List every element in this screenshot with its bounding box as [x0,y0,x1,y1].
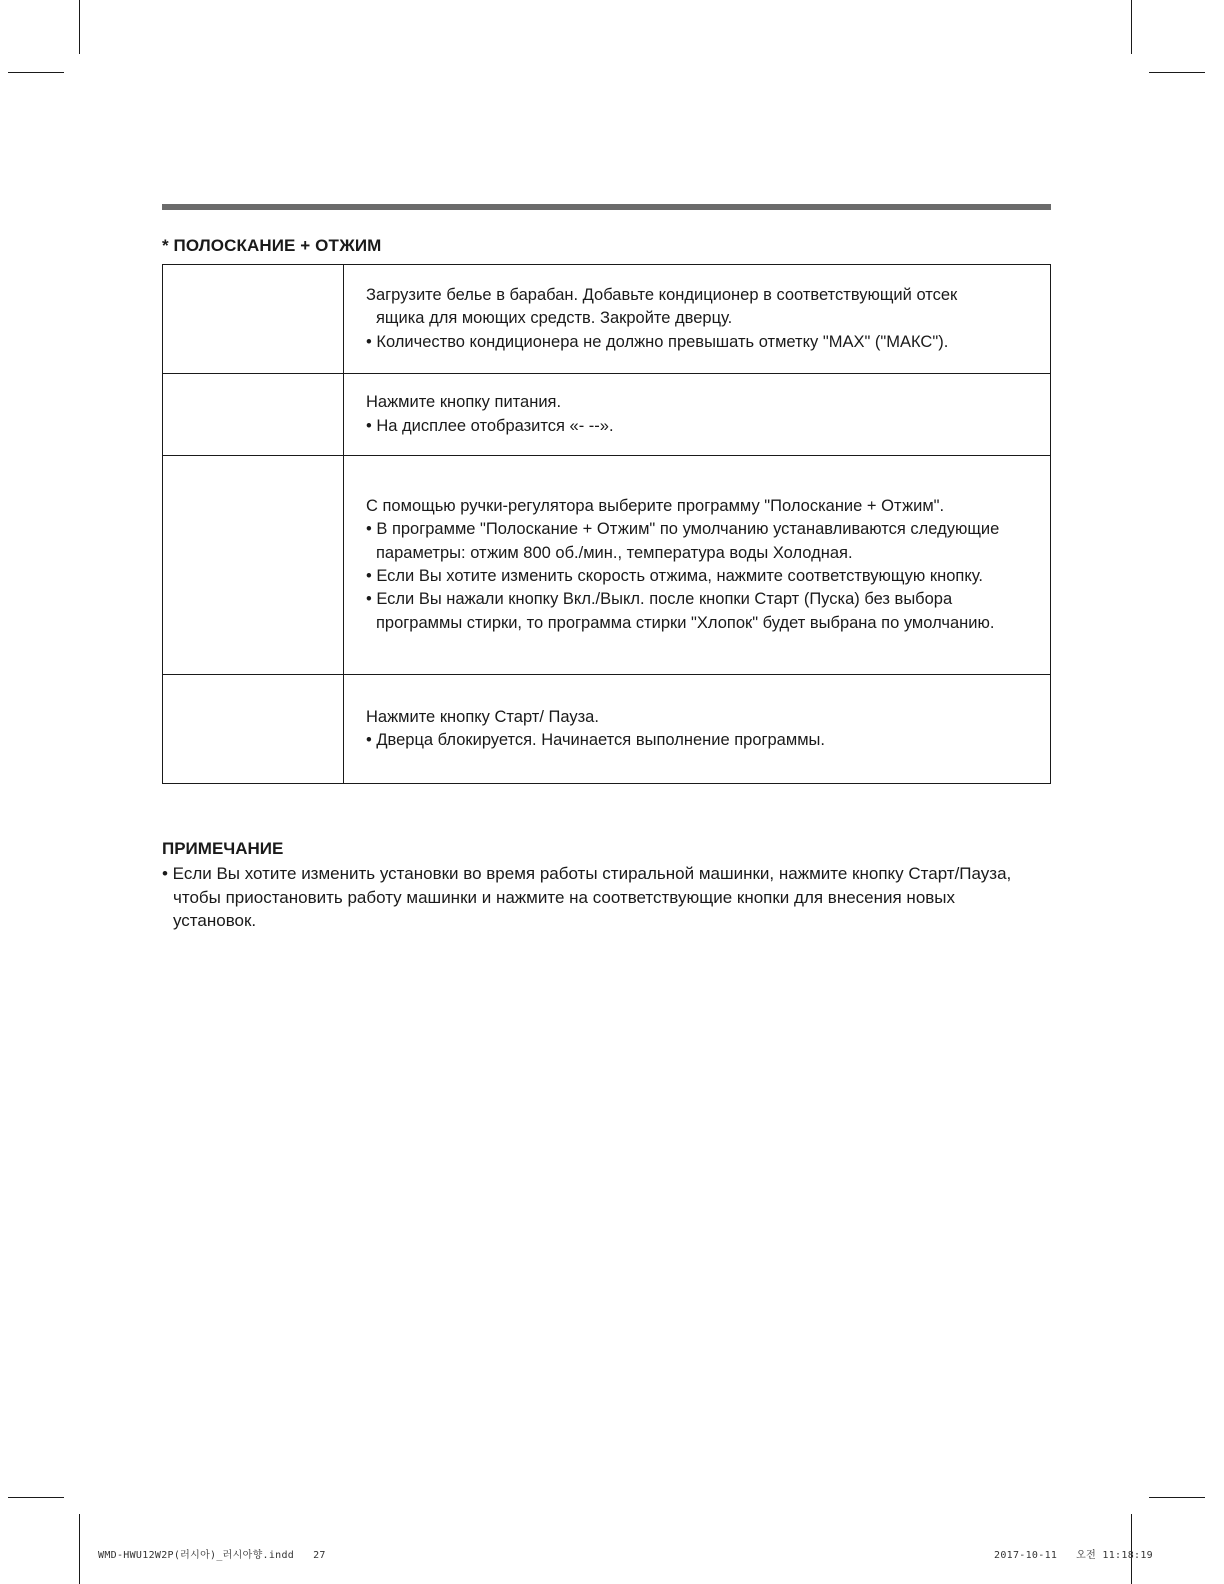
crop-mark [1149,1497,1205,1498]
step-instruction: С помощью ручки-регулятора выберите программу "Полоскание + Отжим". [366,497,945,516]
step-instruction: Нажмите кнопку Старт/ Пауза. [366,707,599,726]
step-bullet: • В программе "Полоскание + Отжим" по умолчанию устанавливаются следующие параметры: отжим 800 об./мин., температура воды Холодная. [366,520,1000,562]
table-row [163,265,1051,374]
step-image-cell [163,374,344,456]
step-bullet: • Если Вы нажали кнопку Вкл./Выкл. после кнопки Старт (Пуска) без выбора программы стирки, то программа стирки "Хлопок" будет выбрана по умолчанию. [366,590,995,632]
crop-mark [1131,0,1132,54]
step-bullet: • На дисплее отобразится «- --». [366,416,614,435]
crop-mark [8,72,64,73]
step-image-cell [163,675,344,784]
crop-mark [8,1497,64,1498]
footer-timestamp: 2017-10-11 오전 11:18:19 [994,1550,1153,1561]
step-image-cell [163,456,344,675]
step-instruction: Загрузите белье в барабан. Добавьте кондиционер в соответствующий отсек [366,286,958,305]
step-text-cell [344,265,1051,374]
table-row [163,675,1051,784]
table-row [163,456,1051,675]
step-content [366,391,1042,438]
crop-mark [79,0,80,54]
note-title: ПРИМЕЧАНИЕ [162,839,284,858]
step-content [366,495,1042,635]
step-image-cell [163,265,344,374]
crop-mark [79,1514,80,1584]
table-row [163,374,1051,456]
crop-mark [1149,72,1205,73]
step-instruction-continued: ящика для моющих средств. Закройте дверцу. [376,309,733,328]
step-bullet: • Если Вы хотите изменить скорость отжима, нажмите соответствующую кнопку. [366,567,983,585]
step-content [366,706,1042,753]
step-text-cell [344,675,1051,784]
footer-file-name: WMD-HWU12W2P(러시아)_러시아향.indd 27 [98,1550,326,1561]
step-text-cell [344,456,1051,675]
note-block [162,838,1042,933]
note-text: • Если Вы хотите изменить установки во время работы стиральной машинки, нажмите кнопку Старт/Пауза, чтобы приостановить работу машинки и нажмите на соответствующие кнопки для внесения новых установок. [162,864,1012,930]
step-text-cell [344,374,1051,456]
step-content [366,284,1042,354]
step-instruction: Нажмите кнопку питания. [366,393,562,412]
step-bullet: • Дверца блокируется. Начинается выполнение программы. [366,731,825,749]
section-title: * ПОЛОСКАНИЕ + ОТЖИМ [162,236,382,255]
steps-table [162,264,1051,784]
section-top-rule [162,204,1051,210]
step-bullet: • Количество кондиционера не должно превышать отметку "MAX" ("МАКС"). [366,332,949,351]
